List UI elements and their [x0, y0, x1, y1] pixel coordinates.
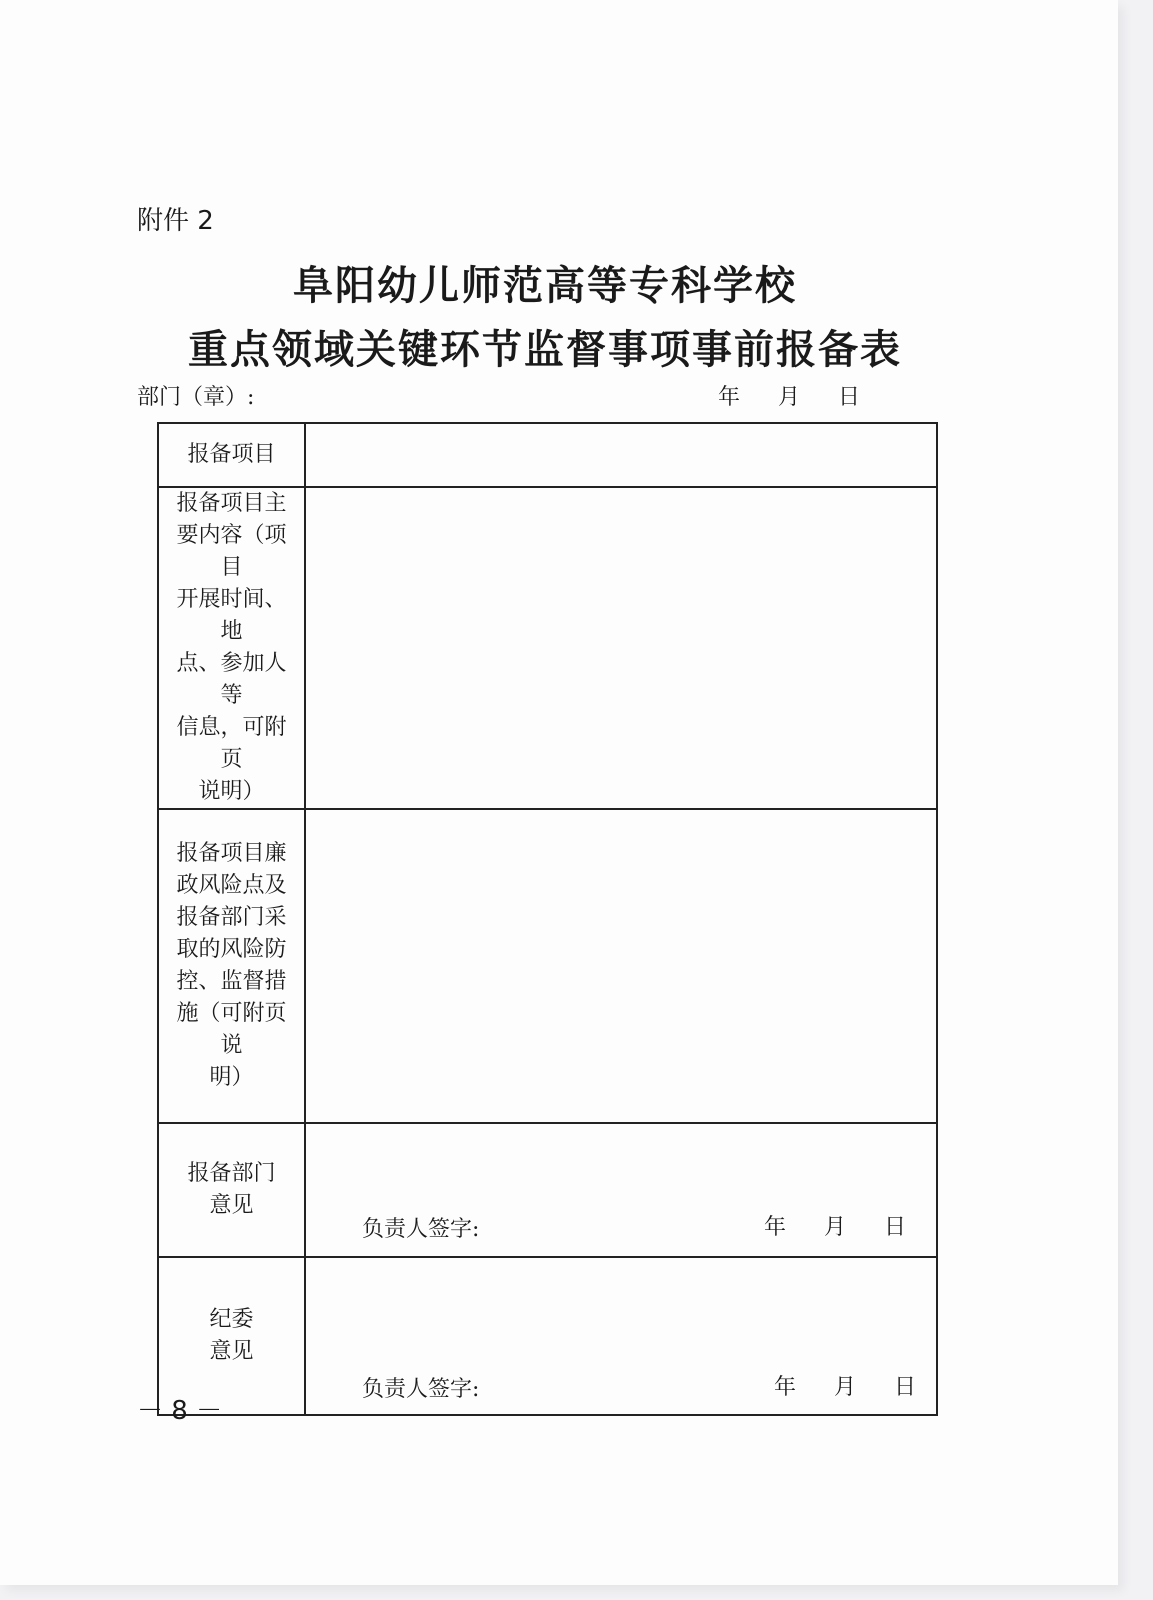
- department-label: 部门（章）:: [137, 385, 255, 410]
- row-content: [158, 487, 937, 809]
- date-year: 年: [764, 1215, 787, 1240]
- date-year: 年: [774, 1375, 797, 1400]
- date-day: 日: [838, 385, 861, 410]
- date-month: 月: [778, 385, 801, 410]
- label-content-line: 要内容（项目: [176, 523, 287, 580]
- label-dept-opinion: [158, 1123, 305, 1257]
- header-date: [718, 380, 860, 411]
- field-dept-opinion[interactable]: [305, 1123, 937, 1257]
- date-day: 日: [884, 1215, 907, 1240]
- filing-form-table: [157, 422, 938, 1416]
- label-content-line: 信息，可附页: [176, 715, 287, 772]
- label-risk-line: 报备项目廉: [176, 841, 287, 866]
- date-month: 月: [824, 1215, 847, 1240]
- field-risk[interactable]: [305, 809, 937, 1123]
- discipline-signature-label: 负责人签字:: [362, 1377, 480, 1402]
- label-dept-opinion-line: 意见: [209, 1193, 254, 1218]
- attachment-label: 附件 2: [137, 206, 214, 236]
- date-month: 月: [834, 1375, 857, 1400]
- dept-signature-date: [764, 1210, 906, 1241]
- row-dept-opinion: [158, 1123, 937, 1257]
- field-project[interactable]: [305, 423, 937, 487]
- title-line-1: 阜阳幼儿师范高等专科学校: [293, 263, 797, 309]
- title-line-2: 重点领域关键环节监督事项事前报备表: [188, 327, 902, 373]
- discipline-signature-date: [774, 1370, 916, 1401]
- field-discipline-opinion[interactable]: [305, 1257, 937, 1415]
- label-dept-opinion-line: 报备部门: [187, 1161, 276, 1186]
- label-content-line: 说明）: [198, 779, 265, 804]
- label-project-text: 报备项目: [187, 442, 276, 467]
- row-risk: [158, 809, 937, 1123]
- label-risk-line: 政风险点及: [176, 873, 287, 898]
- date-day: 日: [894, 1375, 917, 1400]
- dept-signature-label: 负责人签字:: [362, 1217, 480, 1242]
- label-content-line: 开展时间、地: [176, 587, 287, 644]
- page-number: － 8 －: [137, 1396, 223, 1426]
- label-risk: [158, 809, 305, 1123]
- row-project: [158, 423, 937, 487]
- label-content-line: 报备项目主: [176, 491, 287, 516]
- label-content: [158, 487, 305, 809]
- label-risk-line: 明）: [209, 1065, 254, 1090]
- label-project: [158, 423, 305, 487]
- label-risk-line: 控、监督措: [176, 969, 287, 994]
- label-risk-line: 取的风险防: [176, 937, 287, 962]
- label-discipline-opinion-line: 纪委: [209, 1307, 254, 1332]
- label-content-line: 点、参加人等: [176, 651, 287, 708]
- label-risk-line: 报备部门采: [176, 905, 287, 930]
- label-discipline-opinion-line: 意见: [209, 1339, 254, 1364]
- row-discipline-opinion: [158, 1257, 937, 1415]
- label-risk-line: 施（可附页说: [176, 1001, 287, 1058]
- date-year: 年: [718, 385, 741, 410]
- field-content[interactable]: [305, 487, 937, 809]
